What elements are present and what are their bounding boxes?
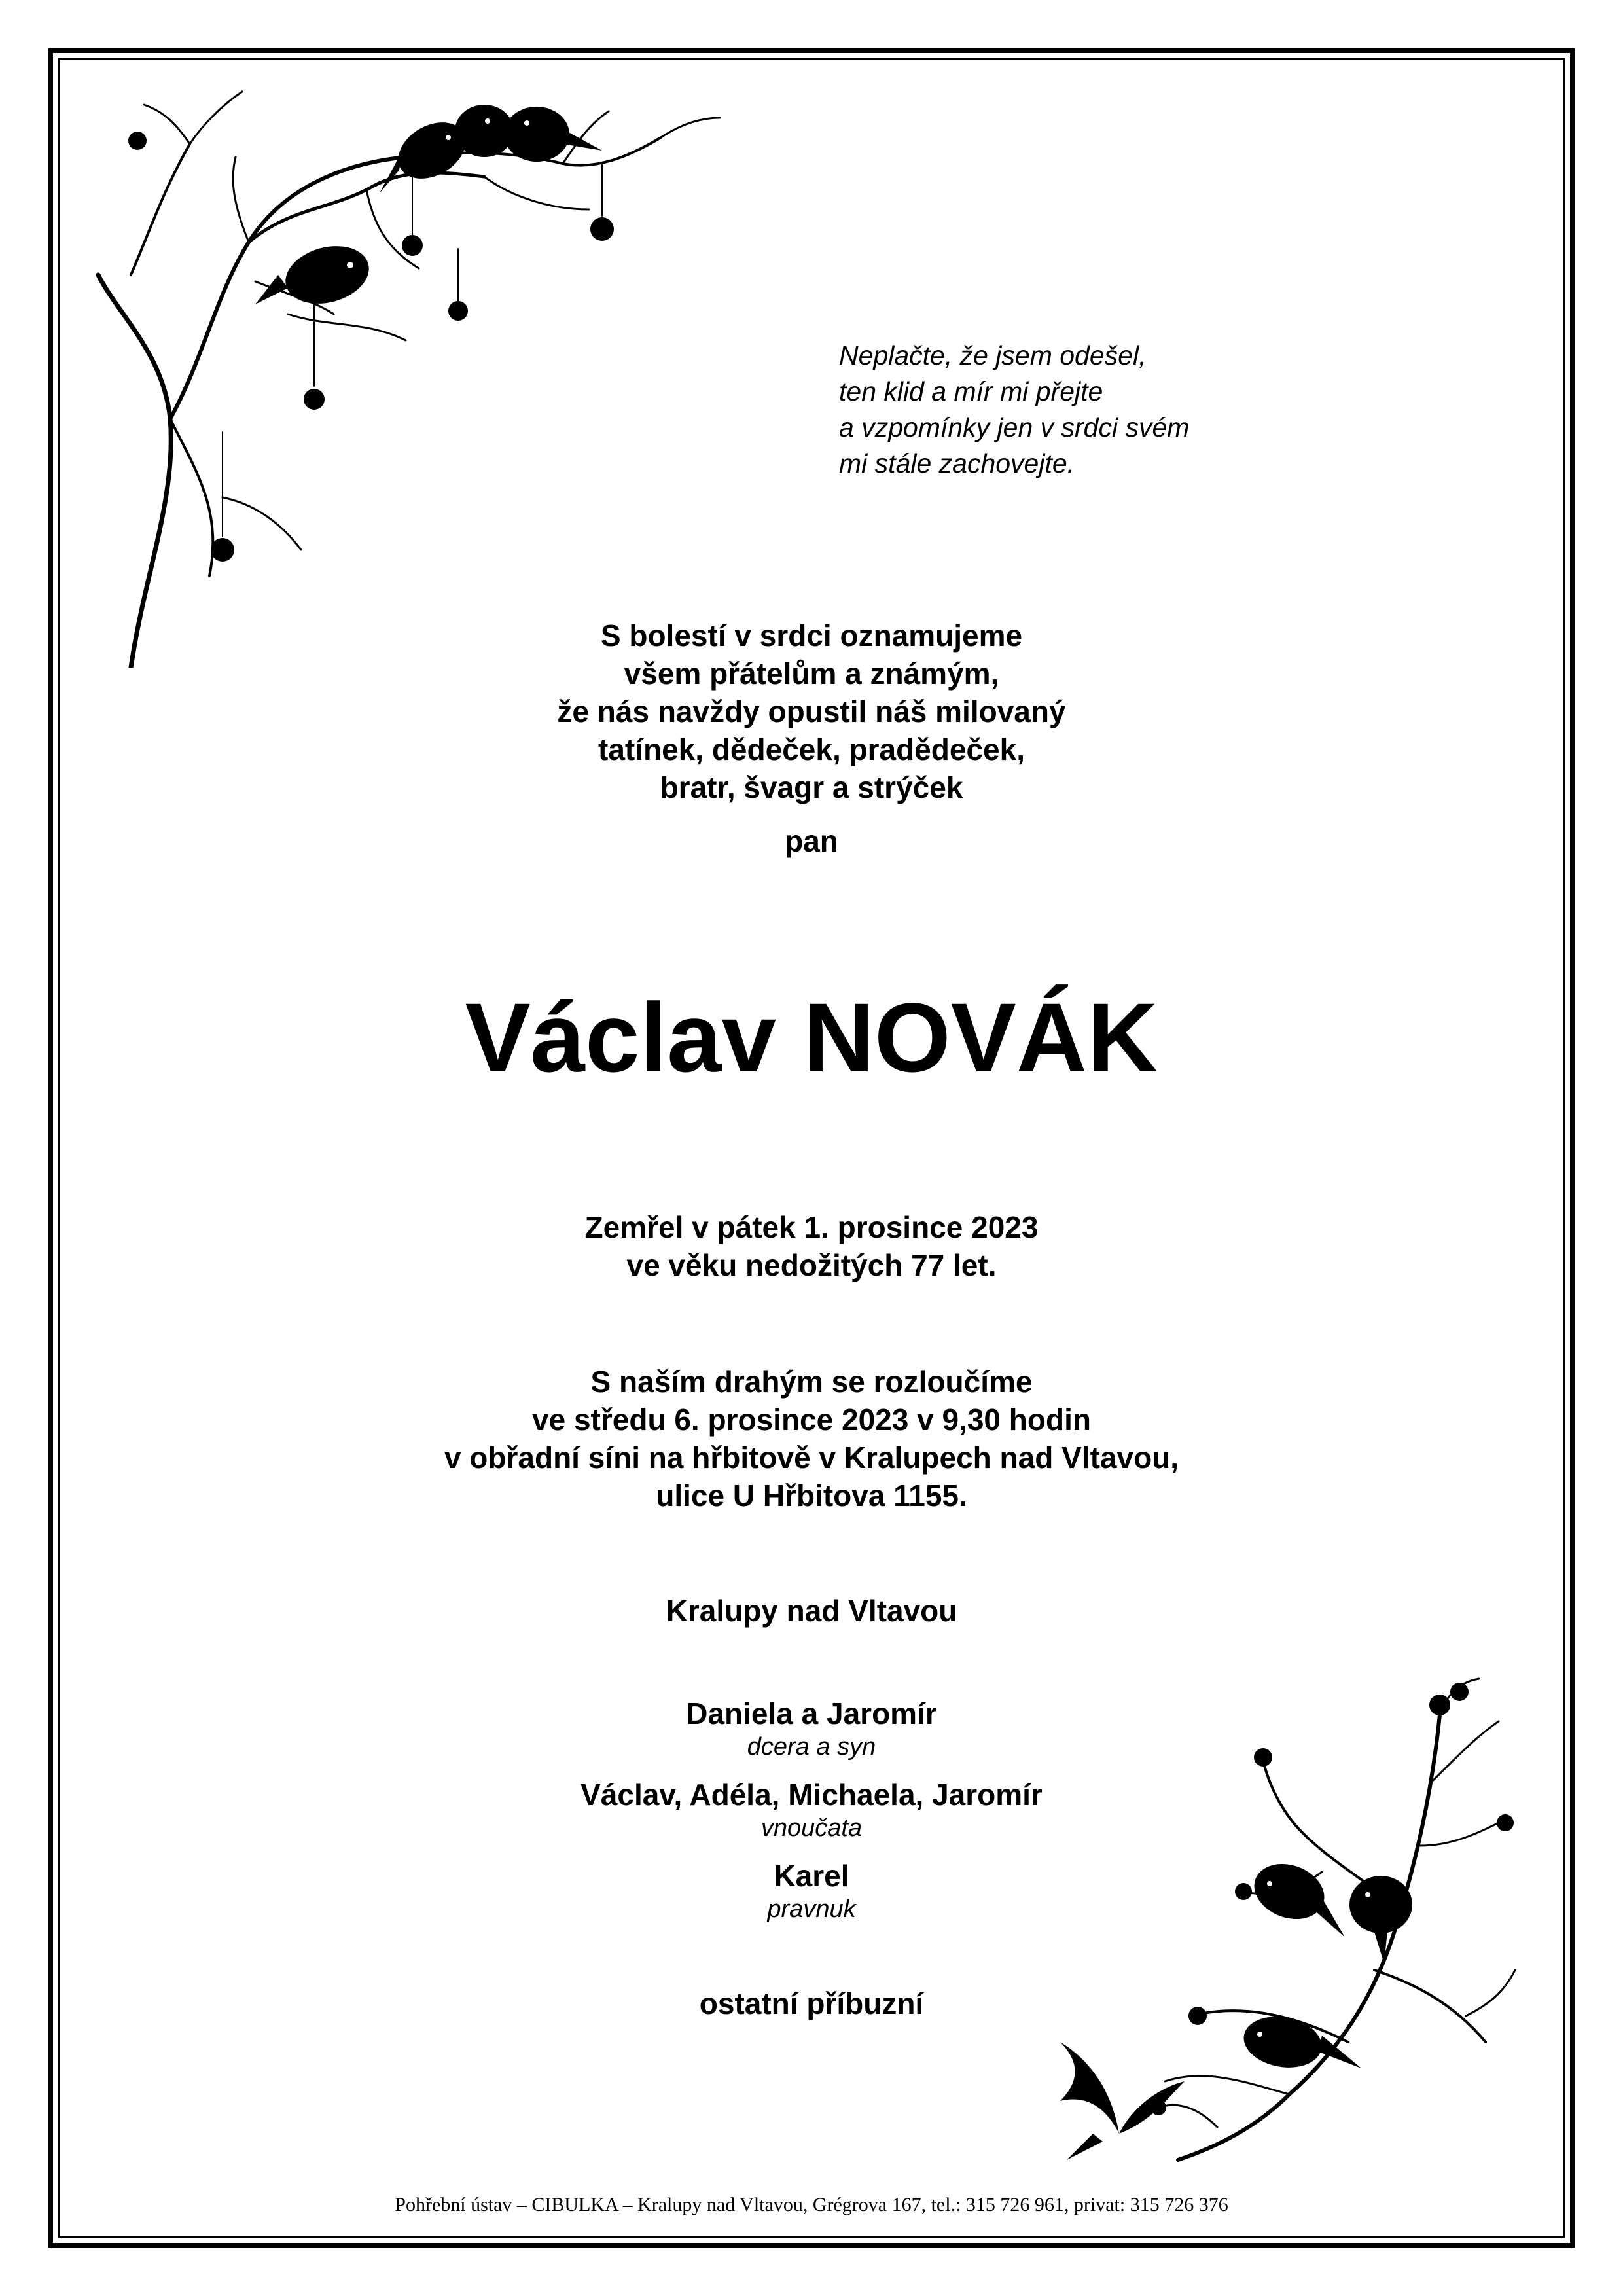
announcement-line: všem přátelům a známým, [624,656,999,691]
farewell-info [0,1363,1623,1515]
poem-line: Neplačte, že jsem odešel, [839,340,1147,370]
poem [839,338,1189,482]
farewell-line: ve středu 6. prosince 2023 v 9,30 hodin [532,1403,1091,1437]
branch-birds-ornament-top-left [92,79,733,668]
death-info [0,1208,1623,1284]
announcement-line: S bolestí v srdci oznamujeme [600,619,1023,653]
mourner-relation: vnoučata [760,1814,863,1842]
funeral-home-footer: Pohřební ústav – CIBULKA – Kralupy nad Vltavou, Grégrova 167, tel.: 315 726 961, privat: 315 726 376 [395,2194,1228,2215]
announcement-line: že nás navždy opustil náš milovaný [557,694,1066,728]
deceased-name: Václav NOVÁK [465,982,1158,1092]
announcement-line: bratr, švagr a strýček [660,770,963,804]
poem-line: mi stále zachovejte. [839,448,1075,478]
farewell-line: ulice U Hřbitova 1155. [656,1479,967,1513]
honorific: pan [785,824,838,858]
farewell-line: S naším drahým se rozloučíme [590,1365,1033,1399]
death-line: Zemřel v pátek 1. prosince 2023 [584,1210,1039,1244]
mourner-relation: dcera a syn [747,1733,876,1761]
mourner-relation: pravnuk [767,1895,856,1923]
poem-line: ten klid a mír mi přejte [839,376,1103,406]
mourner-names: Václav, Adéla, Michaela, Jaromír [580,1778,1043,1812]
announcement [0,617,1623,806]
mourner-names: Karel [774,1859,849,1893]
poem-line: a vzpomínky jen v srdci svém [839,412,1190,442]
farewell-line: v obřadní síni na hřbitově v Kralupech nad Vltavou, [444,1441,1179,1475]
place: Kralupy nad Vltavou [666,1594,957,1628]
announcement-line: tatínek, dědeček, pradědeček, [598,732,1025,766]
other-relatives: ostatní příbuzní [699,1986,924,2020]
mourner-names: Daniela a Jaromír [686,1696,937,1731]
death-line: ve věku nedožitých 77 let. [626,1248,997,1282]
mourners-list [0,1695,1623,1939]
